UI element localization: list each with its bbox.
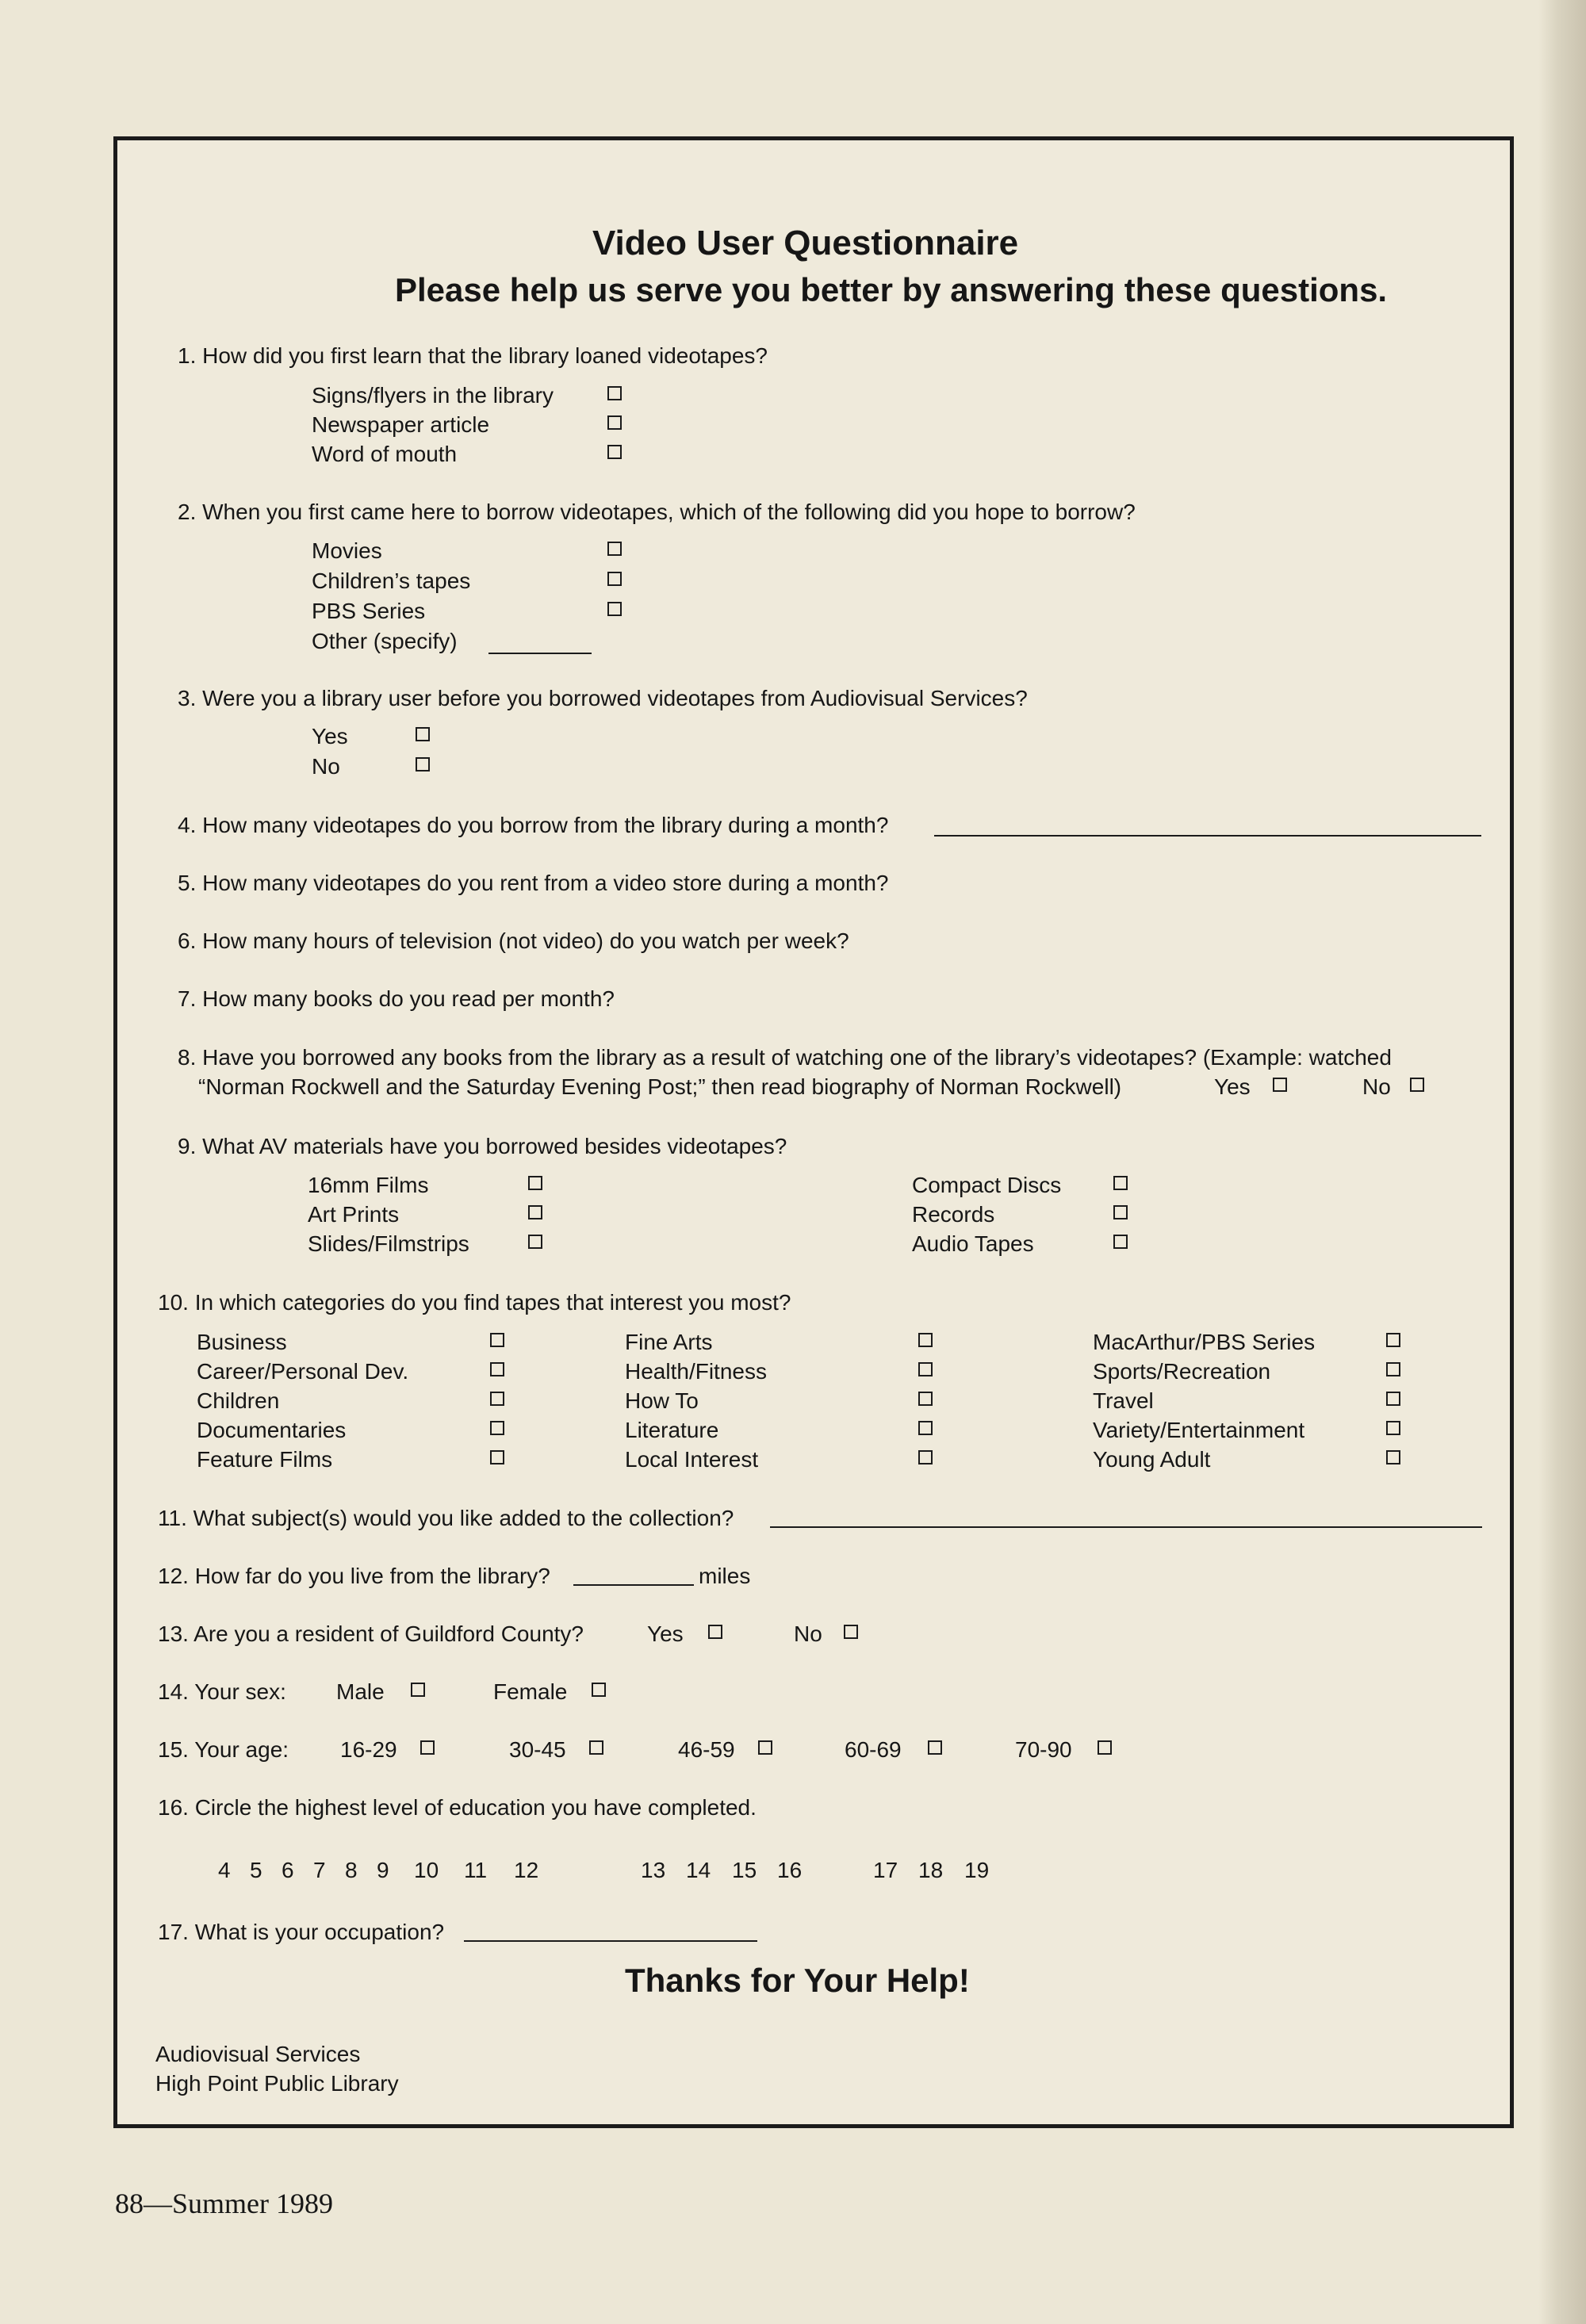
q14-male-checkbox[interactable]: [411, 1683, 425, 1697]
q10-feature-films-checkbox[interactable]: [490, 1450, 504, 1464]
q12-unit: miles: [699, 1564, 751, 1588]
q10-option: Health/Fitness: [625, 1359, 767, 1384]
questionnaire-box: [113, 136, 1514, 2128]
q12-answer-line[interactable]: [573, 1584, 694, 1586]
q9-slides-checkbox[interactable]: [528, 1235, 542, 1249]
q10-documentaries-checkbox[interactable]: [490, 1421, 504, 1435]
q13-yes-label: Yes: [647, 1621, 684, 1646]
q11-text: 11. What subject(s) would you like added to the collection?: [158, 1506, 734, 1530]
q10-option: Sports/Recreation: [1093, 1359, 1271, 1384]
q16-text: 16. Circle the highest level of education you have completed.: [158, 1795, 757, 1820]
q15-16-29-checkbox[interactable]: [420, 1740, 435, 1755]
q10-young-adult-checkbox[interactable]: [1386, 1450, 1400, 1464]
q9-audio-tapes-checkbox[interactable]: [1113, 1235, 1128, 1249]
q14-female-checkbox[interactable]: [592, 1683, 606, 1697]
q2-pbs-checkbox[interactable]: [607, 602, 622, 616]
q10-option: Local Interest: [625, 1447, 759, 1472]
q1-word-of-mouth-checkbox[interactable]: [607, 445, 622, 459]
q15-30-45-checkbox[interactable]: [589, 1740, 603, 1755]
q10-literature-checkbox[interactable]: [918, 1421, 933, 1435]
q11-answer-line[interactable]: [770, 1526, 1482, 1528]
q1-text: 1. How did you first learn that the library loaned videotapes?: [178, 343, 768, 368]
q12-text: 12. How far do you live from the library?: [158, 1564, 550, 1588]
q16-level[interactable]: 16: [777, 1858, 803, 1882]
q10-option: Documentaries: [197, 1418, 347, 1442]
q3-option-no: No: [312, 754, 340, 779]
q13-text: 13. Are you a resident of Guildford County?: [158, 1621, 584, 1646]
q10-option: Fine Arts: [625, 1330, 713, 1354]
q7-text: 7. How many books do you read per month?: [178, 986, 615, 1011]
form-title: Video User Questionnaire: [592, 224, 1019, 262]
q8-yes-checkbox[interactable]: [1273, 1078, 1287, 1092]
q13-no-checkbox[interactable]: [844, 1625, 858, 1639]
q15-range: 16-29: [340, 1737, 397, 1762]
q15-text: 15. Your age:: [158, 1737, 289, 1762]
q14-text: 14. Your sex:: [158, 1679, 286, 1704]
q8-text-line2: “Norman Rockwell and the Saturday Evening Post;” then read biography of Norman Rockwell): [198, 1074, 1122, 1099]
q10-option: Literature: [625, 1418, 719, 1442]
q2-option: Other (specify): [312, 629, 458, 653]
q9-option: Records: [912, 1202, 995, 1227]
q2-childrens-checkbox[interactable]: [607, 572, 622, 586]
q15-range: 60-69: [845, 1737, 902, 1762]
q10-travel-checkbox[interactable]: [1386, 1392, 1400, 1406]
q16-level[interactable]: 9: [377, 1858, 389, 1882]
q10-option: How To: [625, 1388, 699, 1413]
q16-level[interactable]: 4: [218, 1858, 231, 1882]
q2-movies-checkbox[interactable]: [607, 542, 622, 556]
q10-sports-checkbox[interactable]: [1386, 1362, 1400, 1376]
q10-option: MacArthur/PBS Series: [1093, 1330, 1316, 1354]
q16-level[interactable]: 8: [345, 1858, 358, 1882]
q9-text: 9. What AV materials have you borrowed besides videotapes?: [178, 1134, 787, 1158]
q16-level[interactable]: 10: [414, 1858, 439, 1882]
q3-no-checkbox[interactable]: [416, 757, 430, 771]
q8-no-label: No: [1362, 1074, 1391, 1099]
q16-level[interactable]: 11: [464, 1858, 488, 1882]
q2-other-line[interactable]: [488, 653, 592, 654]
q10-fine-arts-checkbox[interactable]: [918, 1333, 933, 1347]
q16-level[interactable]: 13: [641, 1858, 666, 1882]
q9-option: Audio Tapes: [912, 1231, 1034, 1256]
q16-level[interactable]: 19: [964, 1858, 990, 1882]
q15-60-69-checkbox[interactable]: [928, 1740, 942, 1755]
q17-answer-line[interactable]: [464, 1940, 757, 1942]
q9-option: 16mm Films: [308, 1173, 429, 1197]
q16-level[interactable]: 12: [514, 1858, 539, 1882]
q15-range: 46-59: [678, 1737, 735, 1762]
q4-text: 4. How many videotapes do you borrow from the library during a month?: [178, 813, 889, 837]
page-edge-shadow: [1538, 0, 1586, 2324]
q16-level[interactable]: 14: [686, 1858, 711, 1882]
q9-option: Slides/Filmstrips: [308, 1231, 469, 1256]
q9-16mm-checkbox[interactable]: [528, 1176, 542, 1190]
q16-level[interactable]: 6: [282, 1858, 294, 1882]
q10-option: Business: [197, 1330, 287, 1354]
q16-level[interactable]: 5: [250, 1858, 262, 1882]
q9-compact-discs-checkbox[interactable]: [1113, 1176, 1128, 1190]
q2-text: 2. When you first came here to borrow videotapes, which of the following did you hope to borrow?: [178, 500, 1136, 524]
q9-art-prints-checkbox[interactable]: [528, 1205, 542, 1219]
q3-option-yes: Yes: [312, 724, 348, 749]
q10-local-interest-checkbox[interactable]: [918, 1450, 933, 1464]
q6-text: 6. How many hours of television (not video) do you watch per week?: [178, 928, 849, 953]
q16-level[interactable]: 7: [313, 1858, 326, 1882]
q8-text-line1: 8. Have you borrowed any books from the library as a result of watching one of the library’s videotapes? (Example: watched: [178, 1045, 1392, 1070]
q10-children-checkbox[interactable]: [490, 1392, 504, 1406]
q5-text: 5. How many videotapes do you rent from a video store during a month?: [178, 871, 889, 895]
q3-yes-checkbox[interactable]: [416, 727, 430, 741]
signature-line2: High Point Public Library: [155, 2071, 399, 2096]
q2-option: Children’s tapes: [312, 569, 471, 593]
q1-newspaper-checkbox[interactable]: [607, 415, 622, 430]
q15-46-59-checkbox[interactable]: [758, 1740, 772, 1755]
q10-business-checkbox[interactable]: [490, 1333, 504, 1347]
q1-option: Word of mouth: [312, 442, 458, 466]
q4-answer-line[interactable]: [934, 835, 1481, 837]
q2-option: Movies: [312, 538, 382, 563]
q9-option: Art Prints: [308, 1202, 400, 1227]
q10-option: Children: [197, 1388, 280, 1413]
form-subtitle: Please help us serve you better by answering these questions.: [395, 271, 1388, 308]
q10-option: Young Adult: [1093, 1447, 1211, 1472]
q14-male-label: Male: [336, 1679, 385, 1704]
q8-yes-label: Yes: [1214, 1074, 1251, 1099]
q10-text: 10. In which categories do you find tapes that interest you most?: [158, 1290, 791, 1315]
q13-no-label: No: [794, 1621, 822, 1646]
q15-70-90-checkbox[interactable]: [1098, 1740, 1112, 1755]
q16-level[interactable]: 15: [732, 1858, 757, 1882]
q9-option: Compact Discs: [912, 1173, 1062, 1197]
q16-level[interactable]: 18: [918, 1858, 944, 1882]
q10-career-checkbox[interactable]: [490, 1362, 504, 1376]
q17-text: 17. What is your occupation?: [158, 1920, 445, 1944]
q14-female-label: Female: [493, 1679, 568, 1704]
q10-how-to-checkbox[interactable]: [918, 1392, 933, 1406]
q10-option: Travel: [1093, 1388, 1154, 1413]
q9-records-checkbox[interactable]: [1113, 1205, 1128, 1219]
thanks-heading: Thanks for Your Help!: [625, 1962, 970, 1999]
q1-option: Newspaper article: [312, 412, 490, 437]
signature-line1: Audiovisual Services: [155, 2042, 361, 2066]
q1-option: Signs/flyers in the library: [312, 383, 554, 408]
q10-variety-checkbox[interactable]: [1386, 1421, 1400, 1435]
q16-level[interactable]: 17: [873, 1858, 898, 1882]
q10-macarthur-checkbox[interactable]: [1386, 1333, 1400, 1347]
q3-text: 3. Were you a library user before you borrowed videotapes from Audiovisual Services?: [178, 686, 1028, 710]
q15-range: 70-90: [1015, 1737, 1072, 1762]
q2-option: PBS Series: [312, 599, 426, 623]
q10-option: Feature Films: [197, 1447, 333, 1472]
q15-range: 30-45: [509, 1737, 566, 1762]
q8-no-checkbox[interactable]: [1410, 1078, 1424, 1092]
q10-option: Variety/Entertainment: [1093, 1418, 1305, 1442]
q10-option: Career/Personal Dev.: [197, 1359, 409, 1384]
page-footer: 88—Summer 1989: [115, 2188, 333, 2219]
q13-yes-checkbox[interactable]: [708, 1625, 722, 1639]
q10-health-checkbox[interactable]: [918, 1362, 933, 1376]
q1-signs-checkbox[interactable]: [607, 386, 622, 400]
